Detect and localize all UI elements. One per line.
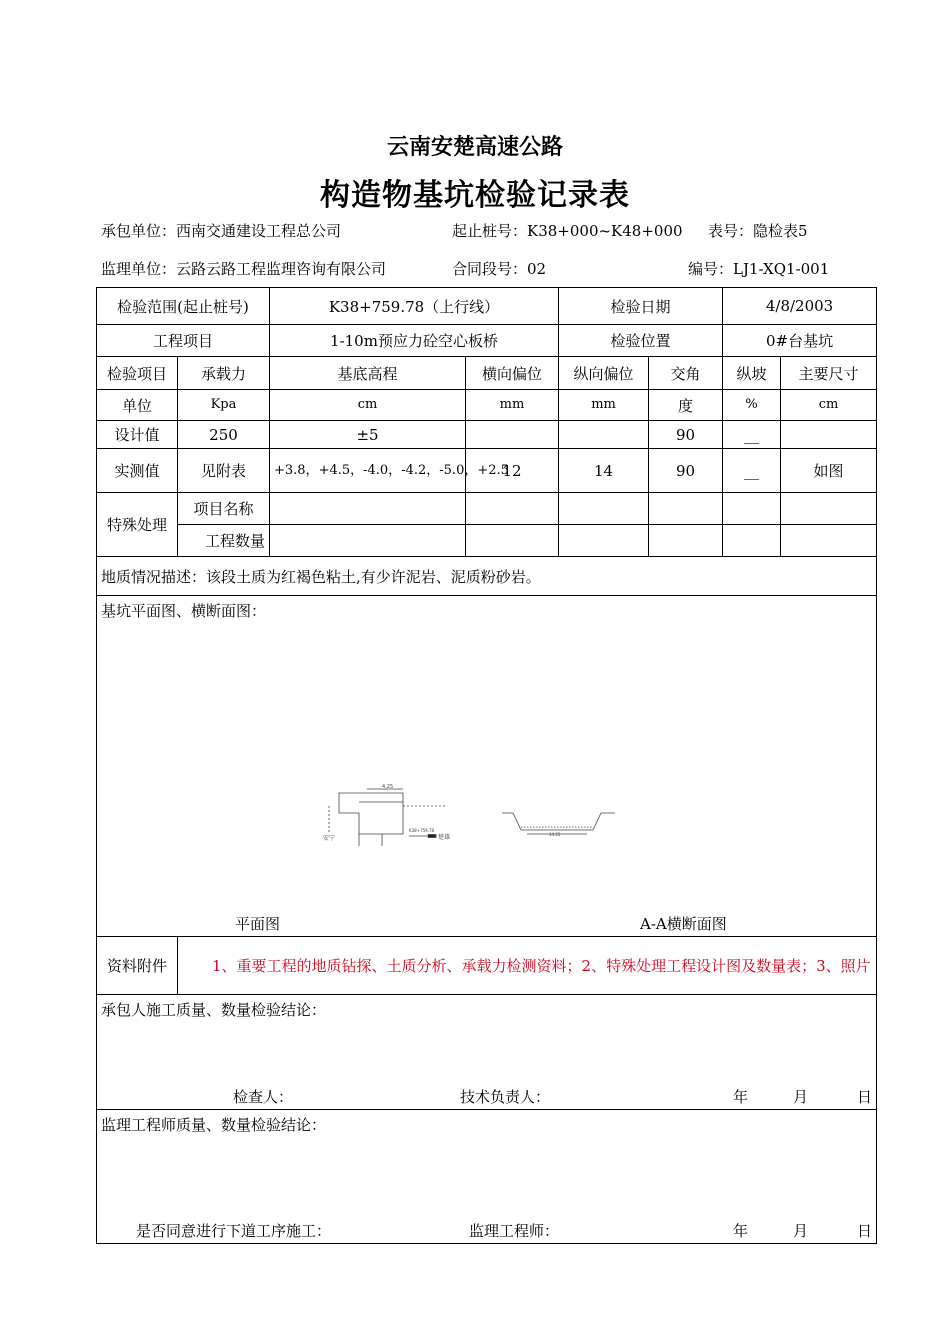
plan-view-sketch: [329, 789, 447, 846]
column-header: 基底高程: [270, 357, 466, 390]
month-label: 月: [793, 1222, 809, 1240]
measured-cell: 12: [466, 449, 559, 493]
design-cell: __: [723, 421, 781, 449]
special-cell: [723, 493, 781, 525]
geology-description: 地质情况描述：该段土质为红褐色粘土,有少许泥岩、泥质粉砂岩。: [97, 557, 877, 596]
project-item-value: 1-10m预应力砼空心板桥: [270, 325, 559, 357]
page-title: 云南安楚高速公路: [386, 134, 563, 160]
project-item-label: 工程项目: [97, 325, 270, 357]
special-cell: [466, 493, 559, 525]
measured-cell: 90: [649, 449, 723, 493]
design-row: [97, 421, 877, 449]
design-cell: [559, 421, 649, 449]
plan-stake-label: K38+759.78: [409, 828, 435, 833]
drawing-label: 基坑平面图、横断面图：: [101, 602, 267, 620]
column-header: 交角: [649, 357, 723, 390]
measured-cell: __: [723, 449, 781, 493]
design-label: 设计值: [97, 421, 178, 449]
special-cell: [649, 493, 723, 525]
measured-label: 实测值: [97, 449, 178, 493]
drawing-sketches: [97, 596, 875, 937]
design-cell: [781, 421, 877, 449]
plan-top-dim: 4.25: [382, 784, 394, 790]
contractor-unit: 承包单位：西南交通建设工程总公司: [101, 222, 342, 240]
column-header: 纵向偏位: [559, 357, 649, 390]
special-cell: [270, 493, 466, 525]
inspector-label: 检查人：: [233, 1088, 294, 1106]
design-cell: [466, 421, 559, 449]
tech-lead-label: 技术负责人：: [460, 1088, 551, 1106]
supervisor-unit: 监理单位：云路云路工程监理咨询有限公司: [101, 260, 387, 278]
design-cell: ±5: [270, 421, 466, 449]
special-cell: [270, 525, 466, 557]
special-cell: [559, 525, 649, 557]
form-title: 构造物基坑检验记录表: [320, 178, 630, 213]
supervisor-conclusion: [97, 1110, 877, 1244]
contract-section: 合同段号：02: [452, 260, 547, 278]
special-cell: [466, 525, 559, 557]
supervising-engineer-label: 监理工程师：: [469, 1222, 560, 1240]
inspection-date-label: 检验日期: [559, 288, 723, 325]
column-header: 纵坡: [723, 357, 781, 390]
design-cell: 90: [649, 421, 723, 449]
measured-cell: 如图: [781, 449, 877, 493]
measured-row: [97, 449, 877, 493]
unit-cell: mm: [559, 390, 649, 421]
measured-cell: 见附表: [178, 449, 270, 493]
contractor-conclusion-label: 承包人施工质量、数量检验结论：: [101, 1001, 327, 1019]
plan-view-label: 平面图: [235, 915, 281, 933]
unit-cell: 度: [649, 390, 723, 421]
supervisor-conclusion-label: 监理工程师质量、数量检验结论：: [101, 1116, 327, 1134]
unit-cell: %: [723, 390, 781, 421]
serial-number: 编号：LJ1-XQ1-001: [688, 260, 830, 278]
special-cell: [781, 525, 877, 557]
unit-cell: Kpa: [178, 390, 270, 421]
column-header-row: [97, 357, 877, 390]
column-header: 承载力: [178, 357, 270, 390]
section-bottom-dim: 14.25: [549, 832, 561, 837]
inspection-table: [96, 287, 877, 1244]
special-quantity-label: 工程数量: [178, 525, 270, 557]
unit-cell: cm: [781, 390, 877, 421]
column-header: 横向偏位: [466, 357, 559, 390]
year-label: 年: [733, 1088, 749, 1106]
special-item-name-label: 项目名称: [178, 493, 270, 525]
inspection-date-value: 4/8/2003: [723, 288, 877, 325]
special-cell: [723, 525, 781, 557]
agree-next-step-label: 是否同意进行下道工序施工：: [136, 1222, 332, 1240]
inspection-range-value: K38+759.78（上行线）: [270, 288, 559, 325]
special-cell: [649, 525, 723, 557]
measured-cell: 14: [559, 449, 649, 493]
inspection-position-label: 检验位置: [559, 325, 723, 357]
attachments-text: 1、重要工程的地质钻探、土质分析、承载力检测资料；2、特殊处理工程设计图及数量表；3、照片: [178, 937, 877, 995]
drawing-area: [97, 596, 877, 937]
day-label: 日: [857, 1222, 873, 1240]
plan-right-label: 楚雄: [438, 834, 451, 841]
unit-label: 单位: [97, 390, 178, 421]
inspection-range-label: 检验范围(起止桩号): [97, 288, 270, 325]
cross-section-sketch: [502, 813, 615, 834]
unit-cell: mm: [466, 390, 559, 421]
attachments-label: 资料附件: [97, 937, 178, 995]
stake-range: 起止桩号：K38+000~K48+000: [452, 222, 683, 240]
special-cell: [781, 493, 877, 525]
day-label: 日: [857, 1088, 873, 1106]
contractor-conclusion: [97, 995, 877, 1110]
plan-left-label: 安宁: [323, 835, 336, 842]
section-view-label: A-A横断面图: [640, 915, 727, 933]
unit-cell: cm: [270, 390, 466, 421]
special-treatment-label: 特殊处理: [97, 493, 178, 557]
column-header: 主要尺寸: [781, 357, 877, 390]
inspection-position-value: 0#台基坑: [723, 325, 877, 357]
year-label: 年: [733, 1222, 749, 1240]
column-header: 检验项目: [97, 357, 178, 390]
design-cell: 250: [178, 421, 270, 449]
measured-elevation: +3.8，+4.5，-4.0，-4.2，-5.0，+2.5: [270, 449, 466, 493]
unit-row: [97, 390, 877, 421]
form-number: 表号：隐检表5: [708, 222, 808, 240]
special-cell: [559, 493, 649, 525]
month-label: 月: [793, 1088, 809, 1106]
